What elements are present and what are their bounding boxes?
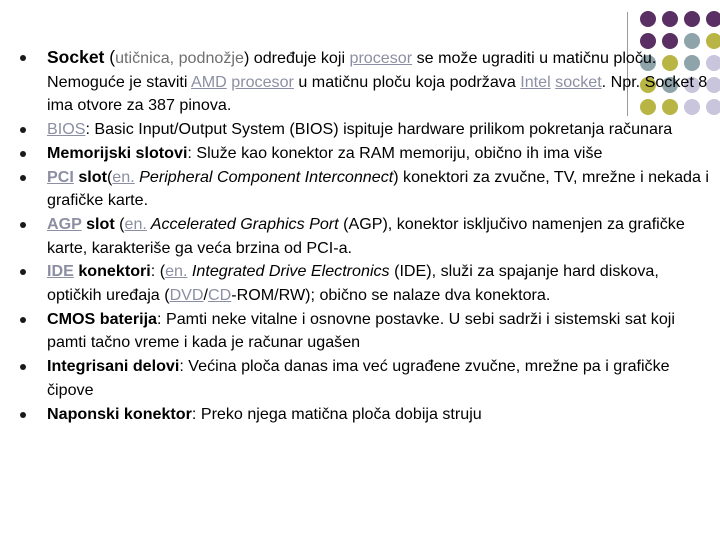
term-socket: Socket bbox=[47, 47, 105, 67]
link-en[interactable]: en. bbox=[124, 214, 147, 233]
link-dvd[interactable]: DVD bbox=[169, 286, 204, 305]
bullet-icon bbox=[20, 412, 26, 418]
text-segment: . Npr. Socket 8 ima otvore za 387 pinova. bbox=[47, 72, 708, 115]
decorative-dot bbox=[662, 11, 678, 27]
text-segment: ) konektori za zvučne, TV, mrežne i nekada i grafičke karte. bbox=[47, 167, 709, 210]
link-cd[interactable]: CD bbox=[208, 286, 232, 305]
decorative-dot bbox=[640, 11, 656, 27]
list-item-agp bbox=[20, 213, 710, 260]
text-segment: -ROM/RW); obično se nalaze dva konektora. bbox=[231, 286, 551, 305]
italic-term: Accelerated Graphics Port bbox=[146, 214, 339, 233]
term-connectors: konektori bbox=[73, 262, 151, 281]
term-slot: slot bbox=[81, 214, 115, 233]
bullet-icon bbox=[20, 364, 26, 370]
text-segment: : Pamti neke vitalne i osnovne postavke. U sebi sadrži i sistemski sat koji pamti tačno vreme i kada je računar ugašen bbox=[47, 309, 675, 352]
text-segment: : Basic Input/Output System (BIOS) ispituje hardware prilikom pokretanja računara bbox=[85, 120, 673, 139]
decorative-dot bbox=[684, 11, 700, 27]
link-ide[interactable]: IDE bbox=[47, 262, 74, 281]
list-item-pci bbox=[20, 166, 710, 213]
bullet-icon bbox=[20, 55, 26, 61]
content-list bbox=[20, 46, 710, 426]
paren-close: ) bbox=[243, 49, 250, 67]
term-power: Naponski konektor bbox=[47, 404, 192, 423]
term-integrated: Integrisani delovi bbox=[47, 357, 180, 376]
text-segment: (AGP), konektor isključivo namenjen za grafičke karte, karakteriše ga veća brzina od PCI-a. bbox=[47, 214, 685, 257]
bullet-icon bbox=[20, 151, 26, 157]
list-item-power bbox=[20, 403, 710, 427]
link-en[interactable]: en. bbox=[112, 167, 135, 186]
paren-open: ( bbox=[104, 47, 116, 67]
paren-open: : ( bbox=[150, 262, 166, 281]
link-bios[interactable]: BIOS bbox=[47, 120, 86, 139]
link-procesor[interactable]: procesor bbox=[349, 49, 413, 67]
link-socket[interactable]: socket bbox=[555, 72, 602, 91]
list-item-cmos bbox=[20, 308, 710, 355]
link-en[interactable]: en. bbox=[165, 262, 188, 281]
bullet-icon bbox=[20, 222, 26, 228]
paren-text: utičnica, podnožje bbox=[115, 49, 244, 67]
bullet-icon bbox=[20, 269, 26, 275]
term-slot: slot bbox=[73, 167, 107, 186]
text-segment: : Preko njega matična ploča dobija struju bbox=[191, 404, 482, 423]
text-segment: : Služe kao konektor za RAM memoriju, obično ih ima više bbox=[187, 143, 603, 162]
paren-open: ( bbox=[114, 214, 125, 233]
link-intel[interactable]: Intel bbox=[520, 72, 551, 91]
paren-open: ( bbox=[106, 167, 113, 186]
text-segment: određuje koji bbox=[249, 49, 350, 67]
list-item-socket bbox=[20, 46, 710, 118]
bullet-icon bbox=[20, 127, 26, 133]
slash: / bbox=[203, 286, 209, 305]
term-memory-slots: Memorijski slotovi bbox=[47, 143, 188, 162]
list-item-bios bbox=[20, 118, 710, 142]
link-amd[interactable]: AMD bbox=[191, 72, 227, 91]
text-segment: u matičnu ploču koja podržava bbox=[293, 72, 521, 91]
link-procesor-2[interactable]: procesor bbox=[231, 72, 294, 91]
list-item-ide bbox=[20, 260, 710, 307]
italic-term: Peripheral Component Interconnect bbox=[134, 167, 394, 186]
bullet-icon bbox=[20, 317, 26, 323]
list-item-integrated bbox=[20, 355, 710, 402]
text-segment: : Većina ploča danas ima već ugrađene zvučne, mrežne pa i grafičke čipove bbox=[47, 357, 670, 399]
decorative-dot bbox=[706, 11, 720, 27]
bullet-icon bbox=[20, 175, 26, 181]
link-pci[interactable]: PCI bbox=[47, 167, 74, 186]
list-item-memory-slots bbox=[20, 142, 710, 166]
text-segment: (IDE), služi za spajanje hard diskova, optičkih uređaja ( bbox=[47, 262, 659, 305]
text-segment: se može ugraditi u matičnu ploču. Nemoguće je staviti bbox=[47, 49, 657, 91]
link-agp[interactable]: AGP bbox=[47, 214, 82, 233]
term-cmos: CMOS baterija bbox=[47, 309, 158, 328]
italic-term: Integrated Drive Electronics bbox=[187, 262, 390, 281]
